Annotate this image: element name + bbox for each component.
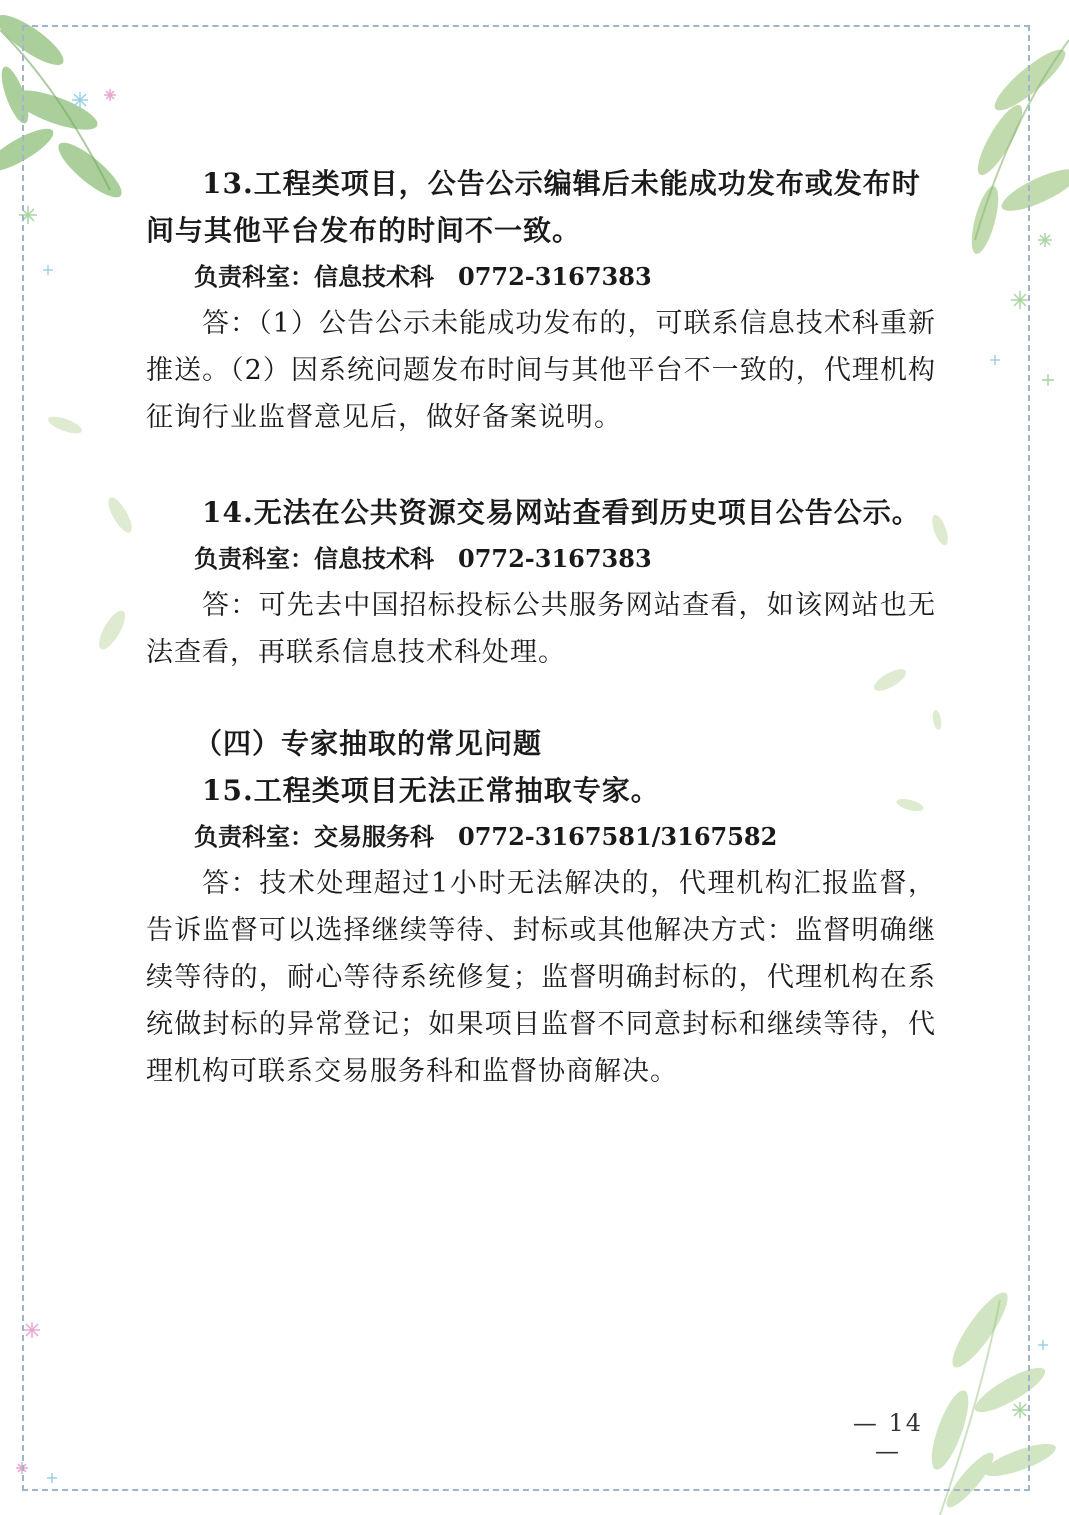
question-14-answer: 答：可先去中国招标投标公共服务网站查看，如该网站也无法查看，再联系信息技术科处理。 [146,590,936,668]
question-13-title: 13.工程类项目，公告公示编辑后未能成功发布或发布时间与其他平台发布的时间不一致。 [146,167,921,247]
document-body [146,160,936,1095]
question-15-answer: 答：技术处理超过1小时无法解决的，代理机构汇报监督，告诉监督可以选择继续等待、封标或其他解决方式：监督明确继续等待的，耐心等待系统修复；监督明确封标的，代理机构在系统做封标的异常登记；如果项目监督不同意封标和继续等待，代理机构可联系交易服务科和监督协商解决。 [146,868,936,1087]
question-13-department: 负责科室：信息技术科 0772-3167383 [194,262,652,291]
question-13-answer: 答：（1）公告公示未能成功发布的，可联系信息技术科重新推送。（2）因系统问题发布时间与其他平台不一致的，代理机构征询行业监督意见后，做好备案说明。 [146,308,936,433]
question-14-department: 负责科室：信息技术科 0772-3167383 [194,544,652,573]
question-15-title: 15.工程类项目无法正常抽取专家。 [202,774,660,807]
page-number: — 14 — [852,1409,924,1465]
question-15-department: 负责科室：交易服务科 0772-3167581/3167582 [194,822,778,851]
question-14-title: 14.无法在公共资源交易网站查看到历史项目公告公示。 [202,496,921,529]
section-4-heading: （四）专家抽取的常见问题 [194,727,543,760]
